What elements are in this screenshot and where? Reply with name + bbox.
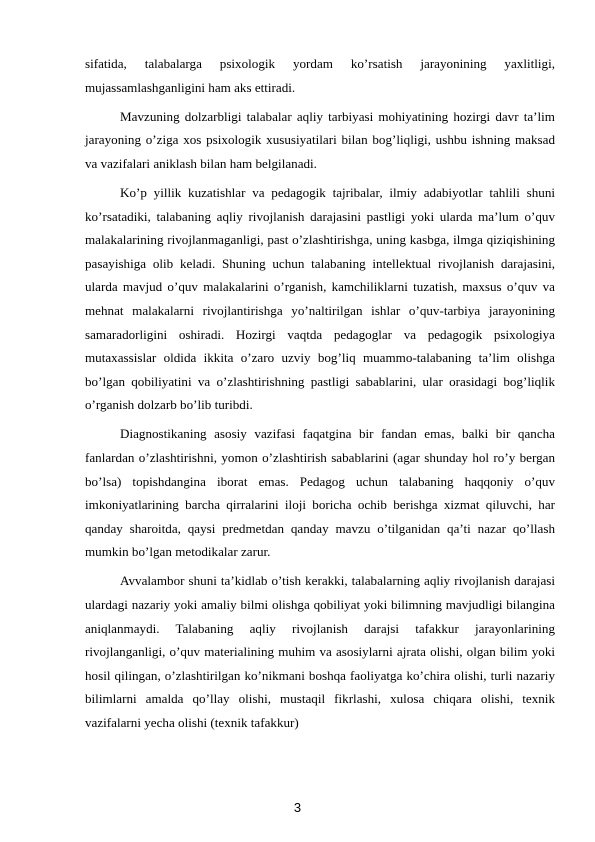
page-number: 3 [293, 800, 302, 815]
paragraph-3: Ko’p yillik kuzatishlar va pedagogik tajribalar, ilmiy adabiyotlar tahlili shuni ko’rsatadiki, talabaning aqliy rivojlanish darajasini pastligi yoki ularda ma’lum o’quv malakalarining rivojlanmaganligi, past o’zlashtirishga, uning kasbga, ilmga qiziqishining pasayishiga olib keladi. Shuning uchun talabaning intellektual rivojlanish darajasini, ularda mavjud o’quv malakalarini o’rganish, kamchiliklarni tuzatish, maxsus o’quv va mehnat malakalarni rivojlantirishga yo’naltirilgan ishlar o’quv-tarbiya jarayonining samaradorligini oshiradi. Hozirgi vaqtda pedagoglar va pedagogik psixologiya mutaxassislar oldida ikkita o’zaro uzviy bog’liq muammo-talabaning ta’lim olishga bo’lgan qobiliyatini va o’zlashtirishning pastligi sabablarini, ular orasidagi bog’liqlik o’rganish dolzarb bo’lib turibdi. [85, 184, 555, 413]
document-page [85, 52, 555, 735]
paragraph-1: sifatida, talabalarga psixologik yordam ko’rsatish jarayonining yaxlitligi, mujassamlashganligini ham aks ettiradi. [85, 56, 555, 95]
paragraph-2: Mavzuning dolzarbligi talabalar aqliy tarbiyasi mohiyatining hozirgi davr ta’lim jarayoning o’ziga xos psixologik xususiyatilari bilan bog’liqligi, ushbu ishning maksad va vazifalari aniklash bilan ham belgilanadi. [85, 108, 555, 171]
paragraph-5: Avvalambor shuni ta’kidlab o’tish kerakki, talabalarning aqliy rivojlanish darajasi ulardagi nazariy yoki amaliy bilmi olishga qobiliyat yoki bilimning mavjudligi bilangina aniqlanmaydi. Talabaning aqliy rivojlanish darajsi tafakkur jarayonlarining rivojlanganligi, o’quv materialining muhim va asosiylarni ajrata olishi, olgan bilim yoki hosil qilingan, o’zlashtirilgan ko’nikmani boshqa faoliyatga ko’chira olishi, turli nazariy bilimlarni amalda qo’llay olishi, mustaqil fikrlashi, xulosa chiqara olishi, texnik vazifalarni yecha olishi (texnik tafakkur) [85, 573, 555, 731]
paragraph-4: Diagnostikaning asosiy vazifasi faqatgina bir fandan emas, balki bir qancha fanlardan o’zlashtirishni, yomon o’zlashtirish sabablarini (agar shunday hol ro’y bergan bo’lsa) topishdangina iborat emas. Pedagog uchun talabaning haqqoniy o’quv imkoniyatlarining barcha qirralarini iloji boricha ochib berishga xizmat qiluvchi, har qanday sharoitda, qaysi predmetdan qanday mavzu o’tilganidan qa’ti nazar qo’llash mumkin bo’lgan metodikalar zarur. [85, 426, 555, 560]
